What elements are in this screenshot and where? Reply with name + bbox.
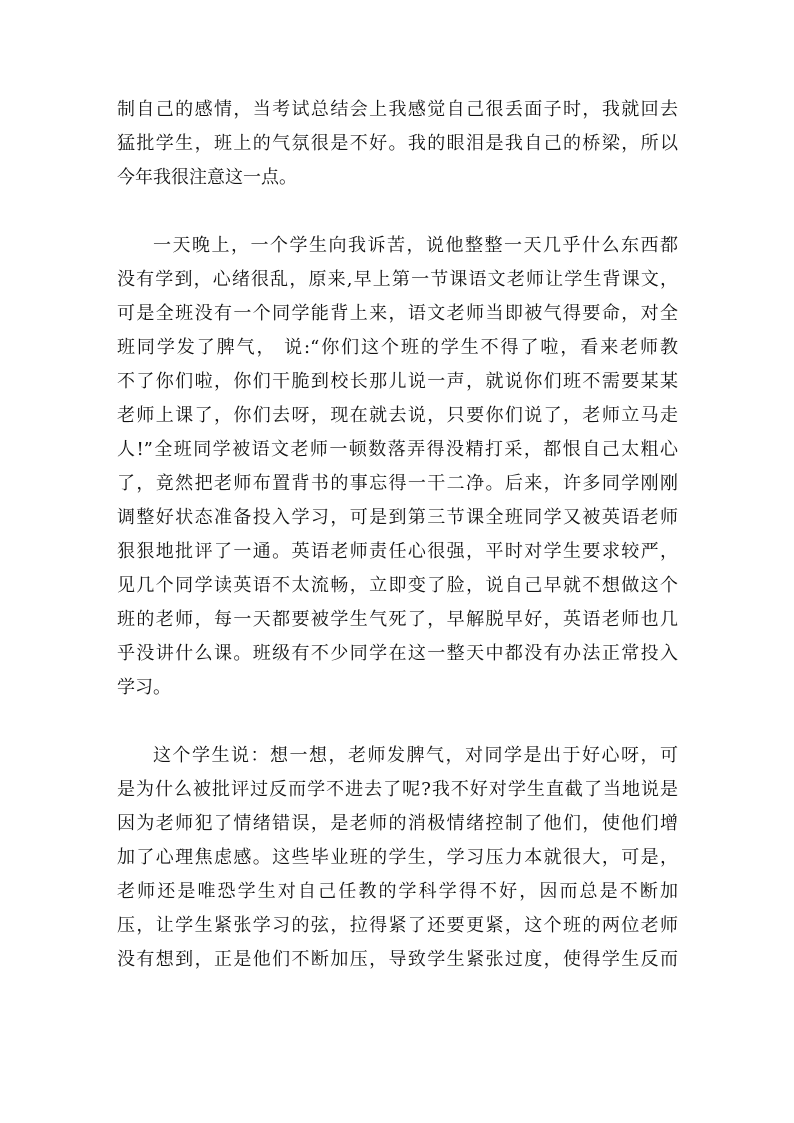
text-line: 一天晚上，一个学生向我诉苦，说他整整一天几乎什么东西都 bbox=[153, 235, 678, 256]
text-line: 老师还是唯恐学生对自己任教的学科学得不好，因而总是不断加 bbox=[117, 881, 678, 902]
text-line: 因为老师犯了情绪错误，是老师的消极情绪控制了他们，使他们增 bbox=[117, 813, 678, 834]
text-line: 猛批学生，班上的气氛很是不好。我的眼泪是我自己的桥梁，所以 bbox=[117, 133, 678, 154]
paragraph-spacer bbox=[117, 195, 678, 229]
text-line: 是为什么被批评过反而学不进去了呢?我不好对学生直截了当地说是 bbox=[117, 779, 678, 800]
text-line: 人!”全班同学被语文老师一顿数落弄得没精打采，都恨自己太粗心 bbox=[117, 439, 678, 460]
text-line: 加了心理焦虑感。这些毕业班的学生，学习压力本就很大，可是， bbox=[117, 847, 678, 868]
text-line: 没有想到，正是他们不断加压，导致学生紧张过度，使得学生反而 bbox=[117, 949, 678, 970]
text-line: 今年我很注意这一点。 bbox=[117, 167, 297, 188]
text-line: 班同学发了脾气， 说:“你们这个班的学生不得了啦，看来老师教 bbox=[117, 337, 678, 358]
text-line: 没有学到，心绪很乱，原来,早上第一节课语文老师让学生背课文， bbox=[117, 269, 678, 290]
text-line: 乎没讲什么课。班级有不少同学在这一整天中都没有办法正常投入 bbox=[117, 643, 678, 664]
paragraph-spacer bbox=[117, 705, 678, 739]
paragraph-3 bbox=[117, 739, 678, 977]
text-line: 老师上课了，你们去呀，现在就去说，只要你们说了，老师立马走 bbox=[117, 405, 678, 426]
text-line: 这个学生说：想一想，老师发脾气，对同学是出于好心呀，可 bbox=[153, 745, 678, 766]
paragraph-2 bbox=[117, 229, 678, 705]
document-body bbox=[117, 93, 678, 977]
paragraph-1 bbox=[117, 93, 678, 195]
text-line: 狠狠地批评了一通。英语老师责任心很强，平时对学生要求较严， bbox=[117, 541, 678, 562]
text-line: 可是全班没有一个同学能背上来，语文老师当即被气得要命，对全 bbox=[117, 303, 678, 324]
text-line: 压，让学生紧张学习的弦，拉得紧了还要更紧，这个班的两位老师 bbox=[117, 915, 678, 936]
text-line: 制自己的感情，当考试总结会上我感觉自己很丢面子时，我就回去 bbox=[117, 99, 678, 120]
text-line: 了，竟然把老师布置背书的事忘得一干二净。后来，许多同学刚刚 bbox=[117, 473, 678, 494]
text-line: 学习。 bbox=[117, 677, 171, 698]
text-line: 见几个同学读英语不太流畅，立即变了脸，说自己早就不想做这个 bbox=[117, 575, 678, 596]
text-line: 班的老师，每一天都要被学生气死了，早解脱早好，英语老师也几 bbox=[117, 609, 678, 630]
text-line: 调整好状态准备投入学习，可是到第三节课全班同学又被英语老师 bbox=[117, 507, 678, 528]
text-line: 不了你们啦，你们干脆到校长那儿说一声，就说你们班不需要某某 bbox=[117, 371, 678, 392]
